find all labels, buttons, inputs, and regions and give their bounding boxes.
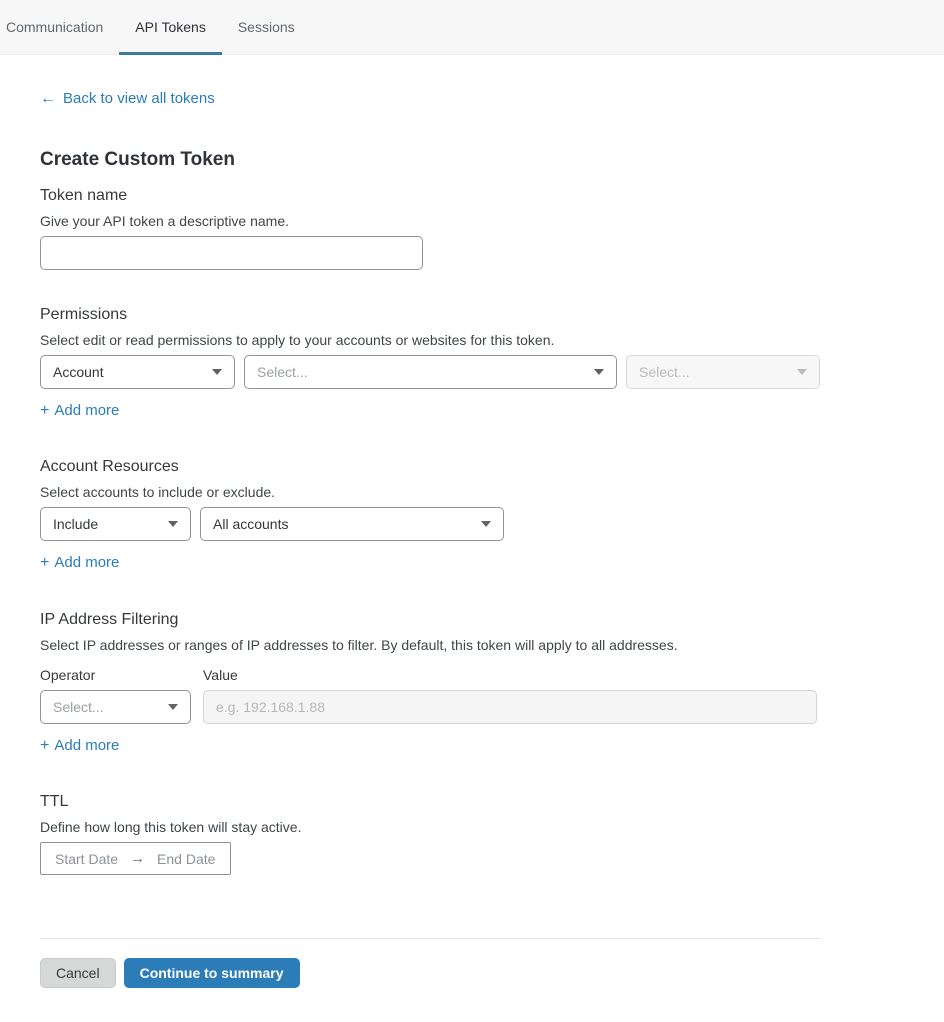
add-more-label: Add more [54, 554, 120, 571]
ip-value-input [203, 690, 817, 724]
token-name-input[interactable] [40, 236, 423, 270]
permissions-add-more-link[interactable] [40, 402, 119, 419]
chevron-down-icon [481, 521, 491, 527]
section-token-name [40, 187, 821, 270]
ip-filtering-description: Select IP addresses or ranges of IP addresses to filter. By default, this token will apply to all addresses. [40, 637, 678, 653]
ip-filtering-row [40, 690, 821, 724]
footer-actions [40, 958, 821, 988]
back-to-tokens-link[interactable] [40, 91, 215, 107]
account-resources-add-more-link[interactable] [40, 554, 119, 571]
ip-operator-select[interactable] [40, 690, 191, 724]
resource-mode-value: Include [53, 516, 99, 532]
section-permissions [40, 306, 821, 420]
plus-icon: + [40, 554, 50, 571]
account-resources-heading: Account Resources [40, 458, 179, 475]
tab-bar [0, 0, 944, 55]
account-resources-description: Select accounts to include or exclude. [40, 484, 276, 500]
resource-accounts-value: All accounts [213, 516, 289, 532]
add-more-label: Add more [54, 402, 120, 419]
tab-sessions-label: Sessions [237, 19, 295, 35]
ip-filtering-add-more-link[interactable] [40, 737, 119, 754]
chevron-down-icon [594, 369, 604, 375]
end-date-placeholder: End Date [157, 850, 216, 867]
permissions-row [40, 355, 821, 389]
permission-level-placeholder: Select... [639, 364, 690, 380]
ip-filtering-labels [40, 667, 821, 683]
permissions-heading: Permissions [40, 306, 128, 323]
cancel-button[interactable]: Cancel [40, 958, 116, 988]
section-account-resources [40, 458, 821, 572]
back-arrow-icon: ← [40, 90, 56, 107]
permission-group-placeholder: Select... [257, 364, 308, 380]
ip-operator-placeholder: Select... [53, 699, 104, 715]
token-name-description: Give your API token a descriptive name. [40, 213, 290, 229]
tab-communication-label: Communication [6, 19, 104, 35]
tab-sessions[interactable] [222, 0, 311, 54]
continue-to-summary-button[interactable]: Continue to summary [124, 958, 300, 988]
permission-level-select [626, 355, 820, 389]
tab-api-tokens-label: API Tokens [135, 19, 206, 35]
start-date-placeholder: Start Date [55, 850, 119, 867]
value-label: Value [203, 667, 238, 683]
permission-scope-value: Account [53, 364, 104, 380]
plus-icon: + [40, 737, 50, 754]
tab-communication[interactable] [6, 0, 119, 54]
permission-scope-select[interactable] [40, 355, 235, 389]
back-link-label: Back to view all tokens [63, 90, 215, 107]
chevron-down-icon [168, 521, 178, 527]
chevron-down-icon [212, 369, 222, 375]
footer-divider [40, 938, 821, 939]
main-content [0, 55, 944, 988]
tab-api-tokens[interactable] [119, 0, 222, 54]
ttl-description: Define how long this token will stay active. [40, 819, 302, 835]
token-name-heading: Token name [40, 187, 128, 204]
resource-mode-select[interactable] [40, 507, 191, 541]
ttl-date-range-picker[interactable] [40, 842, 231, 875]
section-ttl [40, 793, 821, 875]
operator-label: Operator [40, 667, 96, 683]
arrow-right-icon: → [130, 850, 146, 867]
chevron-down-icon [168, 704, 178, 710]
page-title: Create Custom Token [40, 149, 235, 170]
account-resources-row [40, 507, 821, 541]
permissions-description: Select edit or read permissions to apply to your accounts or websites for this token. [40, 332, 555, 348]
section-ip-filtering [40, 611, 821, 755]
ttl-heading: TTL [40, 793, 69, 810]
permission-group-select[interactable] [244, 355, 617, 389]
plus-icon: + [40, 402, 50, 419]
chevron-down-icon [797, 369, 807, 375]
add-more-label: Add more [54, 737, 120, 754]
resource-accounts-select[interactable] [200, 507, 504, 541]
ip-filtering-heading: IP Address Filtering [40, 611, 179, 628]
